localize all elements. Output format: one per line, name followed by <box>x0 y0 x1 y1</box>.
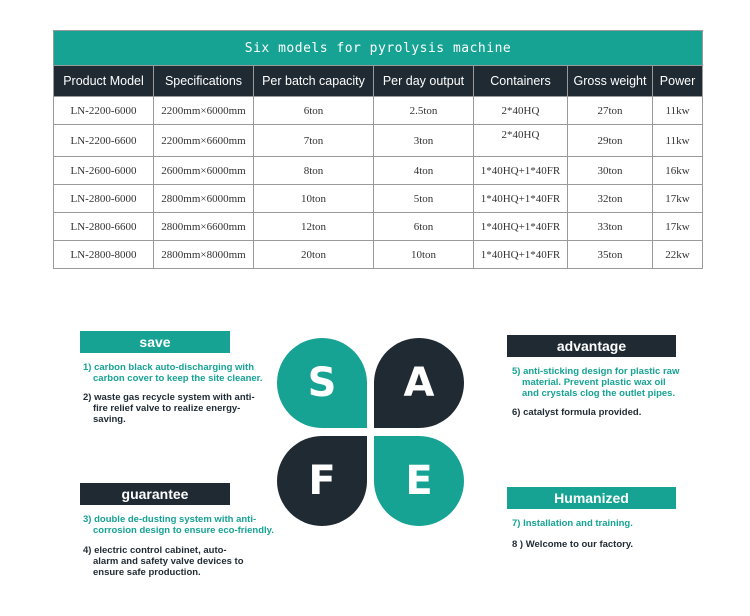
cell-capacity: 6ton <box>254 97 374 125</box>
cell-capacity: 12ton <box>254 213 374 241</box>
header-power: Power <box>653 66 703 97</box>
cell-output: 10ton <box>374 241 474 269</box>
cell-containers: 2*40HQ <box>474 125 568 157</box>
table-title: Six models for pyrolysis machine <box>54 31 703 66</box>
header-specifications: Specifications <box>154 66 254 97</box>
cell-model: LN-2800-6000 <box>54 185 154 213</box>
cell-capacity: 10ton <box>254 185 374 213</box>
save-item-2 <box>83 392 273 425</box>
cell-spec: 2800mm×8000mm <box>154 241 254 269</box>
cell-power: 17kw <box>653 213 703 241</box>
guarantee-item-3-line: 3) double de-dusting system with anti- <box>83 514 257 525</box>
table-row <box>54 185 703 213</box>
safe-petal-e: E <box>374 436 464 526</box>
cell-power: 11kw <box>653 125 703 157</box>
table-row <box>54 157 703 185</box>
cell-containers: 1*40HQ+1*40FR <box>474 157 568 185</box>
cell-power: 17kw <box>653 185 703 213</box>
humanized-item-8 <box>512 539 712 550</box>
cell-output: 4ton <box>374 157 474 185</box>
table-row <box>54 125 703 157</box>
safe-petal-a: A <box>374 338 464 428</box>
cell-model: LN-2600-6000 <box>54 157 154 185</box>
cell-model: LN-2200-6000 <box>54 97 154 125</box>
cell-power: 11kw <box>653 97 703 125</box>
guarantee-item-3-line: corrosion design to ensure eco-friendly. <box>93 525 274 536</box>
cell-spec: 2200mm×6000mm <box>154 97 254 125</box>
models-table <box>53 30 703 269</box>
advantage-item-6 <box>512 407 712 418</box>
table-row <box>54 97 703 125</box>
cell-weight: 29ton <box>568 125 653 157</box>
cell-spec: 2800mm×6600mm <box>154 213 254 241</box>
table-title-row <box>54 31 703 66</box>
cell-model: LN-2800-8000 <box>54 241 154 269</box>
advantage-item-6-line: 6) catalyst formula provided. <box>512 407 642 418</box>
cell-capacity: 20ton <box>254 241 374 269</box>
guarantee-item-4-line: ensure safe production. <box>93 567 201 578</box>
cell-spec: 2800mm×6000mm <box>154 185 254 213</box>
table-row <box>54 241 703 269</box>
guarantee-label: guarantee <box>80 483 230 505</box>
cell-capacity: 7ton <box>254 125 374 157</box>
cell-model: LN-2800-6600 <box>54 213 154 241</box>
cell-capacity: 8ton <box>254 157 374 185</box>
guarantee-item-4 <box>83 545 283 578</box>
cell-weight: 33ton <box>568 213 653 241</box>
cell-output: 6ton <box>374 213 474 241</box>
cell-containers: 2*40HQ <box>474 97 568 125</box>
humanized-label: Humanized <box>507 487 676 509</box>
header-batch-capacity: Per batch capacity <box>254 66 374 97</box>
save-item-1-line: 1) carbon black auto-discharging with <box>83 362 255 373</box>
save-item-1-line: carbon cover to keep the site cleaner. <box>93 373 263 384</box>
advantage-item-5 <box>512 366 712 399</box>
header-gross-weight: Gross weight <box>568 66 653 97</box>
advantage-item-5-line: material. Prevent plastic wax oil <box>522 377 666 388</box>
cell-output: 2.5ton <box>374 97 474 125</box>
cell-model: LN-2200-6600 <box>54 125 154 157</box>
save-item-2-line: 2) waste gas recycle system with anti- <box>83 392 255 403</box>
guarantee-item-3 <box>83 514 283 536</box>
cell-power: 22kw <box>653 241 703 269</box>
cell-output: 5ton <box>374 185 474 213</box>
cell-spec: 2600mm×6000mm <box>154 157 254 185</box>
cell-spec: 2200mm×6600mm <box>154 125 254 157</box>
safe-petal-s: S <box>277 338 367 428</box>
advantage-label: advantage <box>507 335 676 357</box>
humanized-item-8-line: 8 ) Welcome to our factory. <box>512 539 634 550</box>
header-day-output: Per day output <box>374 66 474 97</box>
advantage-item-5-line: 5) anti-sticking design for plastic raw <box>512 366 680 377</box>
save-item-1 <box>83 362 273 384</box>
guarantee-item-4-line: 4) electric control cabinet, auto- <box>83 545 227 556</box>
cell-containers: 1*40HQ+1*40FR <box>474 185 568 213</box>
safe-petal-f: F <box>277 436 367 526</box>
guarantee-item-4-line: alarm and safety valve devices to <box>93 556 244 567</box>
humanized-item-7-line: 7) Installation and training. <box>512 518 633 529</box>
cell-output: 3ton <box>374 125 474 157</box>
table-header-row <box>54 66 703 97</box>
humanized-item-7 <box>512 518 712 529</box>
cell-weight: 30ton <box>568 157 653 185</box>
cell-weight: 35ton <box>568 241 653 269</box>
save-item-2-line: fire relief valve to realize energy- <box>93 403 241 414</box>
cell-weight: 27ton <box>568 97 653 125</box>
advantage-item-5-line: and crystals clog the outlet pipes. <box>522 388 676 399</box>
header-containers: Containers <box>474 66 568 97</box>
cell-containers: 1*40HQ+1*40FR <box>474 213 568 241</box>
table-row <box>54 213 703 241</box>
save-label: save <box>80 331 230 353</box>
cell-weight: 32ton <box>568 185 653 213</box>
header-product-model: Product Model <box>54 66 154 97</box>
cell-containers: 1*40HQ+1*40FR <box>474 241 568 269</box>
cell-power: 16kw <box>653 157 703 185</box>
save-item-2-line: saving. <box>93 414 126 425</box>
